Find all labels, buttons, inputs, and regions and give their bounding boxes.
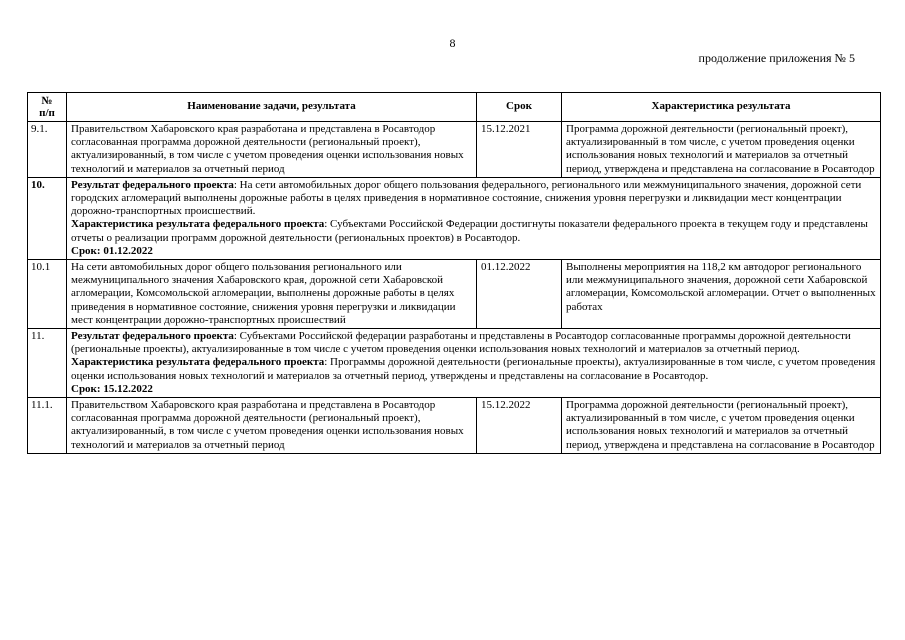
characteristic-label: Характеристика результата федерального проекта <box>71 356 325 369</box>
header-deadline: Срок <box>477 93 562 122</box>
header-characteristic: Характеристика результата <box>562 93 881 122</box>
row-characteristic: Программа дорожной деятельности (региональный проект), актуализированный в том числе, с учетом проведения оценки использования новых технологий и материалов за отчетный период, утверждена и представлена на согласование в Росавтодор <box>562 122 881 178</box>
table-row <box>28 260 881 329</box>
characteristic-label: Характеристика результата федерального проекта <box>71 218 325 231</box>
result-text: : Субъектами Российской федерации разработаны и представлены в Росавтодор согласованные программы дорожной деятельности (региональные проекты), актуализированные в том числе с учетом проведения оценки использования новых технологий и материалов за отчетный период. <box>71 330 851 356</box>
page-number: 8 <box>449 36 456 50</box>
row-deadline: 15.12.2021 <box>477 122 562 178</box>
table-section-row <box>28 177 881 259</box>
section-deadline: Срок: 01.12.2022 <box>71 244 153 257</box>
table-row <box>28 122 881 178</box>
header-number-line2: п/п <box>39 107 55 119</box>
result-label: Результат федерального проекта <box>71 178 234 191</box>
result-label: Результат федерального проекта <box>71 330 234 343</box>
row-deadline: 15.12.2022 <box>477 398 562 454</box>
header-task: Наименование задачи, результата <box>67 93 477 122</box>
results-table <box>27 92 881 454</box>
row-deadline: 01.12.2022 <box>477 260 562 329</box>
row-characteristic: Выполнены мероприятия на 118,2 км автодорог регионального или межмуниципального значения, дорожной сети Хабаровской агломерации, Комсомольской агломерации. Отчет о выполненных работах <box>562 260 881 329</box>
table-section-row <box>28 329 881 398</box>
table-row <box>28 398 881 454</box>
row-task: Правительством Хабаровского края разработана и представлена в Росавтодор согласованная программа дорожной деятельности (региональный проект), актуализированный, в том числе с учетом проведения оценки использования новых технологий и материалов за отчетный период <box>67 122 477 178</box>
section-content <box>67 329 881 398</box>
row-number: 11.1. <box>28 398 67 454</box>
row-number: 10.1 <box>28 260 67 329</box>
header-number <box>28 93 67 122</box>
table-header-row <box>28 93 881 122</box>
continuation-label: продолжение приложения № 5 <box>698 51 855 65</box>
section-number: 11. <box>28 329 67 398</box>
characteristic-text: : Программы дорожной деятельности (региональные проекты), актуализированные в том числе, с учетом проведения оценки использования новых технологий и материалов за отчетный период, утверждены и представлены на согласование в Росавтодор. <box>71 356 876 382</box>
result-text: : На сети автомобильных дорог общего пользования федерального, регионального или межмуниципального значения, дорожной сети городских агломераций выполнены дорожные работы в целях приведения в нормативное состояние, снижения уровня перегрузки и ликвидации мест концентрации дорожно-транспортных происшествий. <box>71 178 862 218</box>
header-number-line1: № <box>41 95 53 107</box>
row-task: На сети автомобильных дорог общего пользования регионального или межмуниципального значения Хабаровского края, дорожной сети Хабаровской агломерации, Комсомольской агломерации, выполнены дорожные работы в целях приведения в нормативное состояние, снижения уровня перегрузки и ликвидации мест концентрации дорожно-транспортных происшествий <box>67 260 477 329</box>
section-deadline: Срок: 15.12.2022 <box>71 382 153 395</box>
row-characteristic: Программа дорожной деятельности (региональный проект), актуализированный в том числе, с учетом проведения оценки использования новых технологий и материалов за отчетный период, утверждена и представлена на согласование в Росавтодор <box>562 398 881 454</box>
row-number: 9.1. <box>28 122 67 178</box>
section-number: 10. <box>28 177 67 259</box>
section-content <box>67 177 881 259</box>
characteristic-text: : Субъектами Российской Федерации достигнуты показатели федерального проекта в текущем году и представлены отчеты о реализации программ дорожной деятельности (региональных проектов) в Росавтодор. <box>71 218 868 244</box>
row-task: Правительством Хабаровского края разработана и представлена в Росавтодор согласованная программа дорожной деятельности (региональный проект), актуализированный, в том числе с учетом проведения оценки использования новых технологий и материалов за отчетный период <box>67 398 477 454</box>
